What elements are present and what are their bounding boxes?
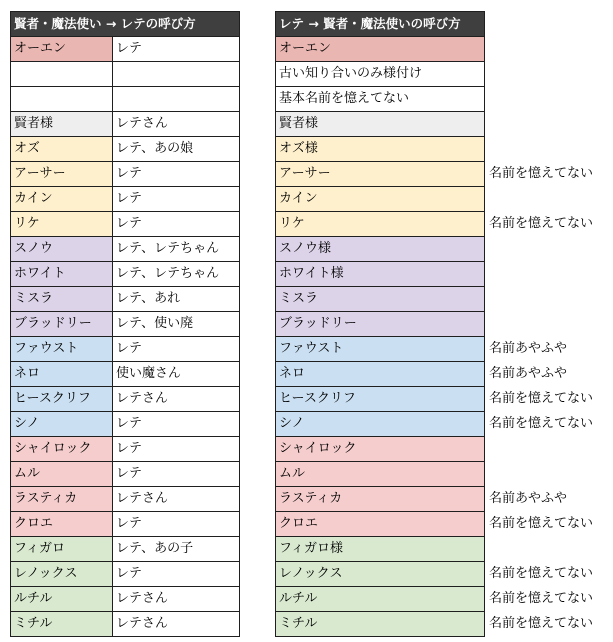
table-row bbox=[276, 87, 485, 112]
lete-to-wizard-body bbox=[276, 37, 485, 637]
how-lete-calls-wizard-cell: クロエ bbox=[276, 512, 485, 537]
table-row bbox=[11, 312, 240, 337]
note-row bbox=[485, 112, 609, 137]
wizard-name-cell: オズ bbox=[11, 137, 113, 162]
note-cell: 名前を憶えてない bbox=[489, 166, 594, 181]
wizard-name-cell: ムル bbox=[11, 462, 113, 487]
wizard-name-cell: ブラッドリー bbox=[11, 312, 113, 337]
table-row bbox=[276, 512, 485, 537]
table-row bbox=[11, 412, 240, 437]
how-wizard-calls-lete-cell: レテ bbox=[113, 462, 240, 487]
how-wizard-calls-lete-cell: レテ、あれ bbox=[113, 287, 240, 312]
how-lete-calls-wizard-cell: ミチル bbox=[276, 612, 485, 637]
note-row bbox=[485, 362, 609, 387]
note-cell bbox=[485, 462, 609, 487]
table-row bbox=[276, 362, 485, 387]
note-row bbox=[485, 87, 609, 112]
table-row bbox=[276, 312, 485, 337]
note-row bbox=[485, 37, 609, 62]
how-lete-calls-wizard-cell: スノウ様 bbox=[276, 237, 485, 262]
wizard-name-cell: ヒースクリフ bbox=[11, 387, 113, 412]
table-row bbox=[11, 37, 240, 62]
how-wizard-calls-lete-cell: レテさん bbox=[113, 387, 240, 412]
how-wizard-calls-lete-cell: レテ bbox=[113, 162, 240, 187]
table-row bbox=[276, 537, 485, 562]
how-wizard-calls-lete-cell: 使い魔さん bbox=[113, 362, 240, 387]
note-cell: 名前を憶えてない bbox=[489, 416, 594, 431]
how-lete-calls-wizard-cell: リケ bbox=[276, 212, 485, 237]
how-lete-calls-wizard-cell: 賢者様 bbox=[276, 112, 485, 137]
note-cell: 名前を憶えてない bbox=[489, 591, 594, 606]
note-row bbox=[485, 612, 609, 637]
table-row bbox=[276, 437, 485, 462]
table-row bbox=[276, 487, 485, 512]
table-row bbox=[11, 112, 240, 137]
how-lete-calls-wizard-cell: 基本名前を憶えてない bbox=[276, 87, 485, 112]
note-row bbox=[485, 537, 609, 562]
wizard-name-cell: ファウスト bbox=[11, 337, 113, 362]
table-row bbox=[276, 337, 485, 362]
table-row bbox=[11, 512, 240, 537]
table-row bbox=[11, 462, 240, 487]
wizard-name-cell: シノ bbox=[11, 412, 113, 437]
table-row bbox=[11, 62, 240, 87]
table-row bbox=[276, 162, 485, 187]
wizard-to-lete-table bbox=[10, 11, 240, 637]
wizard-name-cell: ミスラ bbox=[11, 287, 113, 312]
note-row bbox=[485, 237, 609, 262]
how-lete-calls-wizard-cell: カイン bbox=[276, 187, 485, 212]
how-lete-calls-wizard-cell: オーエン bbox=[276, 37, 485, 62]
table-row bbox=[276, 112, 485, 137]
note-row bbox=[485, 187, 609, 212]
wizard-name-cell: スノウ bbox=[11, 237, 113, 262]
note-row bbox=[485, 587, 609, 612]
wizard-name-cell: ミチル bbox=[11, 612, 113, 637]
how-lete-calls-wizard-cell: ラスティカ bbox=[276, 487, 485, 512]
how-wizard-calls-lete-cell: レテ bbox=[113, 337, 240, 362]
wizard-name-cell: オーエン bbox=[11, 37, 113, 62]
note-row bbox=[485, 437, 609, 462]
note-cell bbox=[485, 537, 609, 562]
wizard-name-cell: ネロ bbox=[11, 362, 113, 387]
how-wizard-calls-lete-cell: レテ、レテちゃん bbox=[113, 237, 240, 262]
table-row bbox=[11, 387, 240, 412]
how-lete-calls-wizard-cell: ヒースクリフ bbox=[276, 387, 485, 412]
note-row bbox=[485, 312, 609, 337]
table-row bbox=[11, 187, 240, 212]
note-cell: 名前あやふや bbox=[489, 341, 568, 356]
table-row bbox=[276, 612, 485, 637]
wizard-name-cell: フィガロ bbox=[11, 537, 113, 562]
notes-column bbox=[484, 11, 609, 637]
how-lete-calls-wizard-cell: ファウスト bbox=[276, 337, 485, 362]
how-wizard-calls-lete-cell: レテ bbox=[113, 512, 240, 537]
table-row bbox=[276, 387, 485, 412]
note-row bbox=[485, 212, 609, 237]
note-row bbox=[485, 562, 609, 587]
table-row bbox=[276, 562, 485, 587]
note-cell: 名前あやふや bbox=[489, 366, 568, 381]
note-cell: 名前を憶えてない bbox=[489, 216, 594, 231]
table-row bbox=[276, 137, 485, 162]
how-lete-calls-wizard-cell: ムル bbox=[276, 462, 485, 487]
how-wizard-calls-lete-cell: レテ bbox=[113, 212, 240, 237]
table-row bbox=[11, 287, 240, 312]
how-wizard-calls-lete-cell: レテさん bbox=[113, 587, 240, 612]
how-lete-calls-wizard-cell: レノックス bbox=[276, 562, 485, 587]
how-wizard-calls-lete-cell: レテ、使い廃 bbox=[113, 312, 240, 337]
table-row bbox=[11, 262, 240, 287]
table-row bbox=[11, 562, 240, 587]
table-header-row bbox=[276, 12, 485, 37]
table-row bbox=[11, 437, 240, 462]
how-wizard-calls-lete-cell: レテ、あの子 bbox=[113, 537, 240, 562]
table-row bbox=[11, 87, 240, 112]
wizard-name-cell bbox=[11, 62, 113, 87]
table-row bbox=[11, 612, 240, 637]
wizard-name-cell: リケ bbox=[11, 212, 113, 237]
note-cell bbox=[485, 87, 609, 112]
how-wizard-calls-lete-cell: レテ、あの娘 bbox=[113, 137, 240, 162]
wizard-to-lete-header: 賢者・魔法使い → レテの呼び方 bbox=[11, 12, 240, 37]
table-row bbox=[276, 62, 485, 87]
how-lete-calls-wizard-cell: ミスラ bbox=[276, 287, 485, 312]
table-row bbox=[276, 587, 485, 612]
how-wizard-calls-lete-cell: レテさん bbox=[113, 112, 240, 137]
how-lete-calls-wizard-cell: フィガロ様 bbox=[276, 537, 485, 562]
note-cell bbox=[485, 287, 609, 312]
note-row bbox=[485, 512, 609, 537]
note-row bbox=[485, 387, 609, 412]
note-row bbox=[485, 137, 609, 162]
note-cell: 名前を憶えてない bbox=[489, 516, 594, 531]
wizard-to-lete-body bbox=[11, 37, 240, 637]
how-wizard-calls-lete-cell: レテ bbox=[113, 437, 240, 462]
notes-body bbox=[485, 12, 609, 637]
note-cell bbox=[485, 262, 609, 287]
wizard-name-cell bbox=[11, 87, 113, 112]
how-lete-calls-wizard-cell: ルチル bbox=[276, 587, 485, 612]
table-row bbox=[11, 537, 240, 562]
table-row bbox=[276, 237, 485, 262]
note-row bbox=[485, 337, 609, 362]
table-header-row bbox=[11, 12, 240, 37]
wizard-name-cell: アーサー bbox=[11, 162, 113, 187]
note-row bbox=[485, 412, 609, 437]
how-wizard-calls-lete-cell bbox=[113, 62, 240, 87]
wizard-name-cell: ラスティカ bbox=[11, 487, 113, 512]
table-row bbox=[276, 287, 485, 312]
how-lete-calls-wizard-cell: シャイロック bbox=[276, 437, 485, 462]
how-wizard-calls-lete-cell: レテ bbox=[113, 412, 240, 437]
notes-spacer-cell bbox=[485, 12, 609, 37]
wizard-name-cell: クロエ bbox=[11, 512, 113, 537]
table-row bbox=[276, 462, 485, 487]
how-lete-calls-wizard-cell: シノ bbox=[276, 412, 485, 437]
note-row bbox=[485, 262, 609, 287]
wizard-name-cell: 賢者様 bbox=[11, 112, 113, 137]
lete-to-wizard-table bbox=[275, 11, 485, 637]
table-row bbox=[276, 187, 485, 212]
how-wizard-calls-lete-cell: レテさん bbox=[113, 612, 240, 637]
note-cell bbox=[485, 237, 609, 262]
note-row bbox=[485, 62, 609, 87]
how-wizard-calls-lete-cell: レテ bbox=[113, 187, 240, 212]
how-wizard-calls-lete-cell: レテさん bbox=[113, 487, 240, 512]
wizard-name-cell: ルチル bbox=[11, 587, 113, 612]
table-row bbox=[11, 337, 240, 362]
lete-to-wizard-header: レテ → 賢者・魔法使いの呼び方 bbox=[276, 12, 485, 37]
how-lete-calls-wizard-cell: ネロ bbox=[276, 362, 485, 387]
table-row bbox=[11, 237, 240, 262]
note-row bbox=[485, 162, 609, 187]
how-lete-calls-wizard-cell: 古い知り合いのみ様付け bbox=[276, 62, 485, 87]
wizard-name-cell: ホワイト bbox=[11, 262, 113, 287]
table-row bbox=[11, 212, 240, 237]
table-row bbox=[276, 262, 485, 287]
table-row bbox=[276, 412, 485, 437]
note-cell bbox=[485, 437, 609, 462]
wizard-name-cell: カイン bbox=[11, 187, 113, 212]
table-row bbox=[11, 137, 240, 162]
note-cell bbox=[485, 187, 609, 212]
note-cell bbox=[485, 37, 609, 62]
how-lete-calls-wizard-cell: ブラッドリー bbox=[276, 312, 485, 337]
table-row bbox=[276, 37, 485, 62]
note-cell bbox=[485, 112, 609, 137]
how-lete-calls-wizard-cell: ホワイト様 bbox=[276, 262, 485, 287]
how-lete-calls-wizard-cell: オズ様 bbox=[276, 137, 485, 162]
how-lete-calls-wizard-cell: アーサー bbox=[276, 162, 485, 187]
note-cell: 名前を憶えてない bbox=[489, 566, 594, 581]
table-row bbox=[11, 487, 240, 512]
table-row bbox=[11, 587, 240, 612]
wizard-name-cell: レノックス bbox=[11, 562, 113, 587]
how-wizard-calls-lete-cell: レテ bbox=[113, 37, 240, 62]
table-row bbox=[276, 212, 485, 237]
note-row bbox=[485, 487, 609, 512]
note-cell bbox=[485, 62, 609, 87]
table-row bbox=[11, 162, 240, 187]
note-cell: 名前を憶えてない bbox=[489, 391, 594, 406]
note-row bbox=[485, 287, 609, 312]
note-cell bbox=[485, 137, 609, 162]
table-row bbox=[11, 362, 240, 387]
note-cell bbox=[485, 312, 609, 337]
how-wizard-calls-lete-cell: レテ bbox=[113, 562, 240, 587]
how-wizard-calls-lete-cell: レテ、レテちゃん bbox=[113, 262, 240, 287]
note-cell: 名前あやふや bbox=[489, 491, 568, 506]
how-wizard-calls-lete-cell bbox=[113, 87, 240, 112]
note-row bbox=[485, 462, 609, 487]
note-cell: 名前を憶えてない bbox=[489, 616, 594, 631]
wizard-name-cell: シャイロック bbox=[11, 437, 113, 462]
notes-spacer-row bbox=[485, 12, 609, 37]
